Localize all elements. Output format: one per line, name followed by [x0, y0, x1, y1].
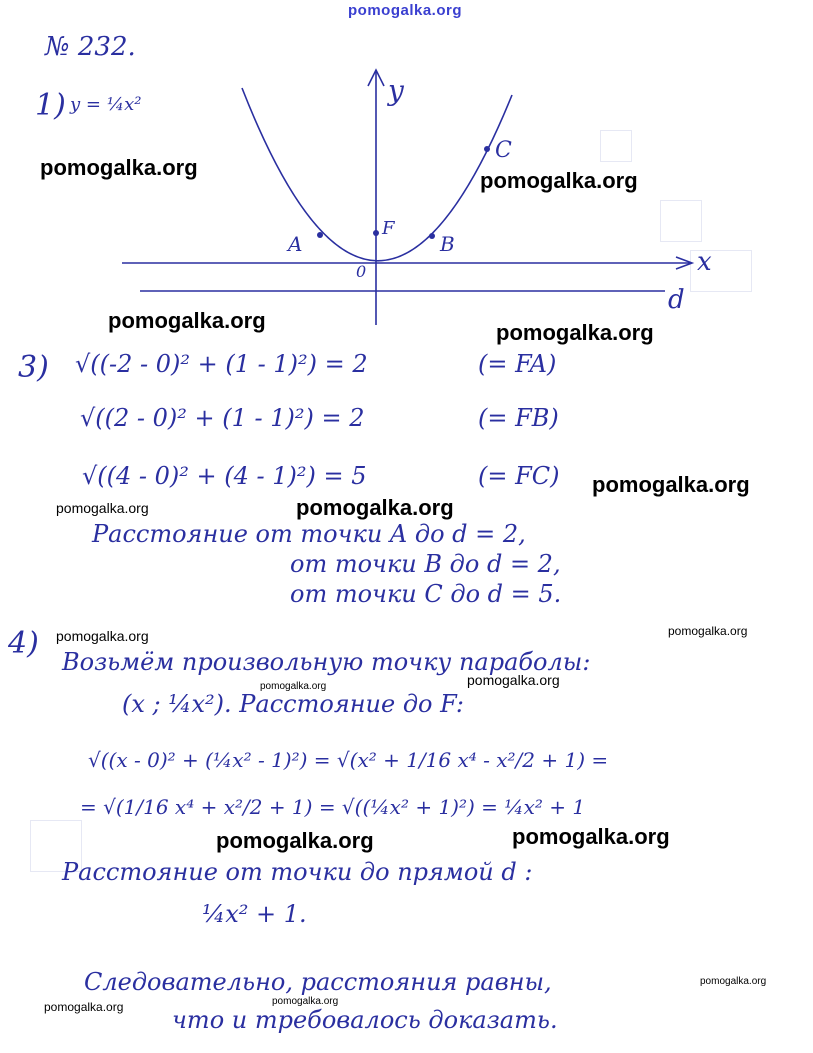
part1-formula: y = ¼x²	[70, 94, 142, 115]
problem-number: № 232.	[45, 32, 136, 62]
part4-result: ¼x² + 1.	[202, 900, 307, 928]
conclusion-line-1: Следовательно, расстояния равны,	[84, 968, 552, 996]
origin-label: 0	[356, 262, 367, 281]
part1-label: 1)	[35, 88, 66, 123]
watermark: pomogalka.org	[272, 996, 339, 1007]
point-f-dot	[373, 230, 379, 236]
point-b-dot	[429, 233, 435, 239]
watermark: pomogalka.org	[216, 828, 374, 853]
part3-text-2: от точки B до d = 2,	[290, 550, 561, 578]
watermark: pomogalka.org	[496, 320, 654, 345]
watermark: pomogalka.org	[56, 628, 149, 644]
watermark: pomogalka.org	[40, 155, 198, 180]
part3-text-3: от точки C до d = 5.	[290, 580, 562, 608]
part4-text-2: (x ; ¼x²). Расстояние до F:	[122, 690, 464, 718]
axis-x-label: x	[697, 247, 712, 277]
part3-text-1: Расстояние от точки A до d = 2,	[92, 520, 526, 548]
part4-text-3: Расстояние от точки до прямой d :	[62, 858, 533, 886]
axis-y-label: y	[388, 74, 404, 107]
watermark: pomogalka.org	[480, 168, 638, 193]
part3-note-3: (= FC)	[478, 462, 560, 490]
watermark: pomogalka.org	[668, 624, 748, 638]
watermark: pomogalka.org	[56, 500, 149, 516]
watermark: pomogalka.org	[592, 472, 750, 497]
watermark: pomogalka.org	[700, 976, 767, 987]
conclusion-line-2: что и требовалось доказать.	[172, 1006, 558, 1034]
header-watermark: pomogalka.org	[348, 2, 463, 19]
part4-label: 4)	[8, 626, 39, 661]
point-b-label: B	[440, 232, 455, 256]
point-a-label: A	[288, 232, 303, 256]
watermark: pomogalka.org	[467, 672, 560, 688]
watermark: pomogalka.org	[108, 308, 266, 333]
part3-expr-2: √((2 - 0)² + (1 - 1)²) = 2	[80, 404, 365, 432]
part3-note-1: (= FA)	[478, 350, 557, 378]
part4-eq-2: = √(1/16 x⁴ + x²/2 + 1) = √((¼x² + 1)²) = ¼x² + 1	[80, 795, 586, 819]
watermark: pomogalka.org	[296, 495, 454, 520]
point-c-dot	[484, 146, 490, 152]
point-c-label: C	[495, 138, 512, 163]
part3-expr-1: √((-2 - 0)² + (1 - 1)²) = 2	[75, 350, 368, 378]
part3-note-2: (= FB)	[478, 404, 559, 432]
directrix-label: d	[668, 285, 685, 315]
point-a-dot	[317, 232, 323, 238]
focus-label: F	[382, 218, 395, 239]
part4-eq-1: √((x - 0)² + (¼x² - 1)²) = √(x² + 1/16 x⁴ - x²/2 + 1) =	[88, 748, 609, 772]
watermark: pomogalka.org	[512, 824, 670, 849]
part3-label: 3)	[18, 350, 49, 385]
part3-expr-3: √((4 - 0)² + (4 - 1)²) = 5	[82, 462, 367, 490]
watermark: pomogalka.org	[44, 1000, 124, 1014]
part4-text-1: Возьмём произвольную точку параболы:	[62, 648, 591, 676]
watermark: pomogalka.org	[260, 681, 327, 692]
